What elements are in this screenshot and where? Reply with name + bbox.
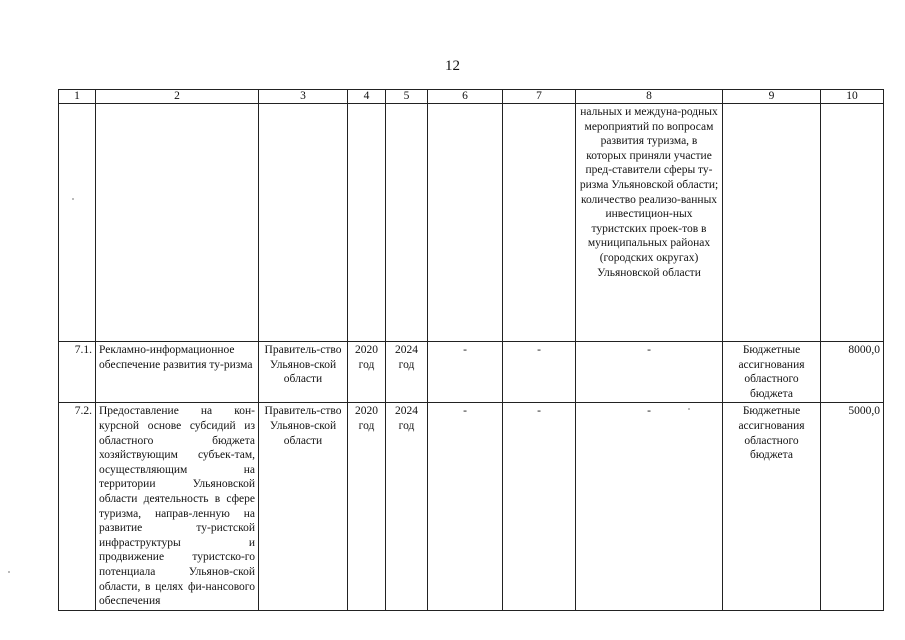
cont-cell-2: [96, 104, 259, 342]
row-funding-source: Бюджетные ассигнования областного бюджета: [723, 342, 821, 403]
header-col-1: 1: [59, 90, 96, 104]
cont-cell-1: [59, 104, 96, 342]
row-executor: Правитель-ство Ульянов-ской области: [259, 342, 348, 403]
cont-cell-4: [348, 104, 386, 342]
row-name: Рекламно-информационное обеспечение развития ту-ризма: [96, 342, 259, 403]
row-end-year: 2024 год: [386, 342, 428, 403]
scan-speck: [688, 408, 690, 410]
cont-cell-5: [386, 104, 428, 342]
scan-speck: [8, 571, 10, 573]
header-col-5: 5: [386, 90, 428, 104]
row-name: Предоставление на кон-курсной основе субсидий из областного бюджета хозяйствующим субъек-там, осуществляющим на территории Ульяновской области деятельность в сфере туризма, направ-ленную на развитие ту-ристской инфраструктуры и продвижение туристско-го потенциала Ульянов-ской области, в целях фи-нансового обеспечения: [96, 403, 259, 610]
row-funding-source: Бюджетные ассигнования областного бюджета: [723, 403, 821, 610]
row-col8: -: [576, 403, 723, 610]
header-row: [59, 90, 884, 104]
program-table: [58, 89, 884, 611]
row-col7: -: [503, 342, 576, 403]
row-executor: Правитель-ство Ульянов-ской области: [259, 403, 348, 610]
row-number: 7.2.: [59, 403, 96, 610]
row-col6: -: [428, 342, 503, 403]
row-col8: -: [576, 342, 723, 403]
cont-cell-7: [503, 104, 576, 342]
row-amount: 5000,0: [821, 403, 884, 610]
header-col-2: 2: [96, 90, 259, 104]
cont-cell-10: [821, 104, 884, 342]
row-col6: -: [428, 403, 503, 610]
header-col-3: 3: [259, 90, 348, 104]
header-col-4: 4: [348, 90, 386, 104]
page-number: 12: [445, 58, 460, 74]
header-col-10: 10: [821, 90, 884, 104]
row-start-year: 2020 год: [348, 403, 386, 610]
row-end-year: 2024 год: [386, 403, 428, 610]
row-col7: -: [503, 403, 576, 610]
scan-speck: [72, 198, 74, 200]
header-col-7: 7: [503, 90, 576, 104]
header-col-6: 6: [428, 90, 503, 104]
continuation-row: [59, 104, 884, 342]
cont-indicators: нальных и междуна-родных мероприятий по вопросам развития туризма, в которых приняли участие пред-ставители сферы ту-ризма Ульяновской области; количество реализо-ванных инвестицион-ных туристских проек-тов в муниципальных районах (городских округах) Ульяновской области: [576, 104, 723, 342]
table-row: [59, 403, 884, 610]
table-row: [59, 342, 884, 403]
row-number: 7.1.: [59, 342, 96, 403]
header-col-8: 8: [576, 90, 723, 104]
cont-cell-9: [723, 104, 821, 342]
header-col-9: 9: [723, 90, 821, 104]
row-start-year: 2020 год: [348, 342, 386, 403]
cont-cell-3: [259, 104, 348, 342]
row-amount: 8000,0: [821, 342, 884, 403]
cont-cell-6: [428, 104, 503, 342]
